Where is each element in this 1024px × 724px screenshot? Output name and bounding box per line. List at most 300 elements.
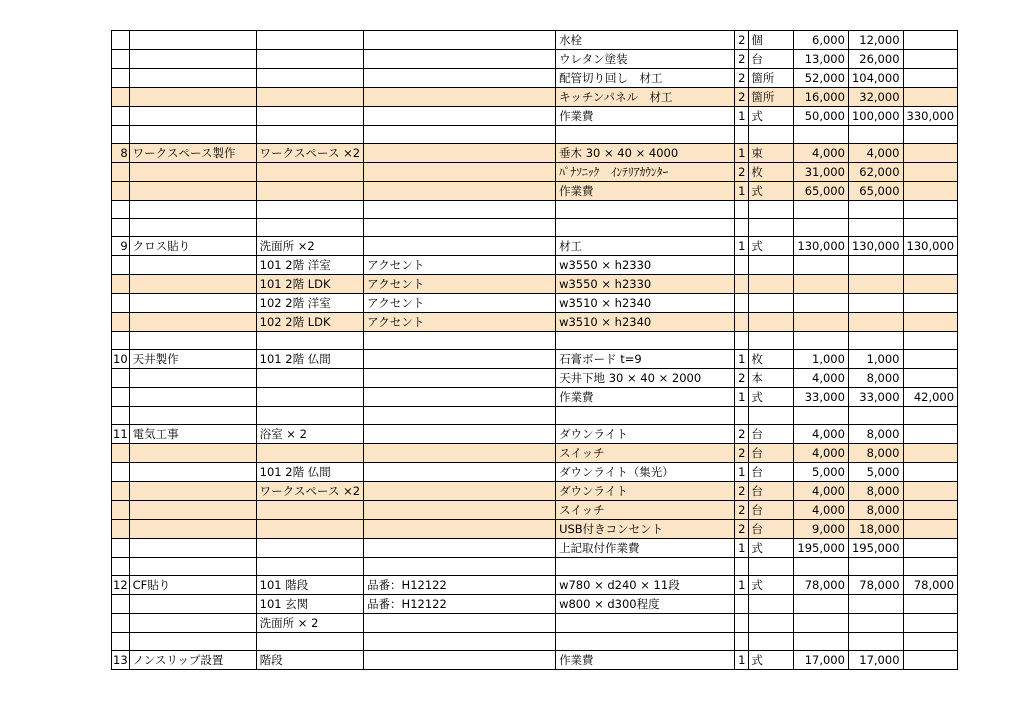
- quantity-cell: 2: [735, 88, 749, 107]
- table-row: [112, 350, 958, 369]
- work-category-cell: [129, 482, 256, 501]
- amount-cell: [848, 595, 903, 614]
- item-description-cell: 垂木 30 × 40 × 4000: [556, 144, 735, 163]
- amount-cell: [848, 633, 903, 651]
- item-number-cell: [112, 501, 130, 520]
- amount-cell: 130,000: [848, 237, 903, 256]
- location-cell: [256, 201, 363, 219]
- subtotal-cell: [903, 163, 958, 182]
- item-description-cell: w3550 × h2330: [556, 256, 735, 275]
- item-number-cell: [112, 482, 130, 501]
- unit-price-cell: 4,000: [794, 444, 849, 463]
- unit-cell: [749, 332, 794, 350]
- item-description-cell: ダウンライト: [556, 482, 735, 501]
- work-category-cell: [129, 539, 256, 558]
- subtotal-cell: [903, 407, 958, 425]
- unit-price-cell: [794, 614, 849, 633]
- subtotal-cell: [903, 88, 958, 107]
- note-cell: 品番：H12122: [364, 576, 556, 595]
- location-cell: [256, 388, 363, 407]
- amount-cell: [848, 332, 903, 350]
- work-category-cell: [129, 294, 256, 313]
- subtotal-cell: [903, 463, 958, 482]
- unit-cell: 箇所: [749, 69, 794, 88]
- amount-cell: 78,000: [848, 576, 903, 595]
- amount-cell: 5,000: [848, 463, 903, 482]
- location-cell: [256, 501, 363, 520]
- item-description-cell: ウレタン塗装: [556, 50, 735, 69]
- note-cell: [364, 558, 556, 576]
- table-row: [112, 163, 958, 182]
- unit-price-cell: [794, 407, 849, 425]
- quantity-cell: 2: [735, 425, 749, 444]
- table-row: [112, 219, 958, 237]
- table-row: [112, 576, 958, 595]
- item-description-cell: w800 × d300程度: [556, 595, 735, 614]
- work-category-cell: [129, 163, 256, 182]
- subtotal-cell: [903, 69, 958, 88]
- unit-cell: 台: [749, 482, 794, 501]
- item-number-cell: [112, 463, 130, 482]
- item-number-cell: 12: [112, 576, 130, 595]
- location-cell: 102 2階 洋室: [256, 294, 363, 313]
- location-cell: [256, 88, 363, 107]
- note-cell: [364, 651, 556, 670]
- item-description-cell: 作業費: [556, 388, 735, 407]
- note-cell: [364, 463, 556, 482]
- work-category-cell: [129, 614, 256, 633]
- item-description-cell: ダウンライト: [556, 425, 735, 444]
- location-cell: [256, 163, 363, 182]
- note-cell: [364, 388, 556, 407]
- unit-price-cell: 4,000: [794, 501, 849, 520]
- amount-cell: 26,000: [848, 50, 903, 69]
- location-cell: [256, 107, 363, 126]
- amount-cell: [848, 275, 903, 294]
- location-cell: [256, 444, 363, 463]
- unit-cell: 台: [749, 520, 794, 539]
- item-number-cell: [112, 313, 130, 332]
- note-cell: [364, 350, 556, 369]
- location-cell: [256, 369, 363, 388]
- work-category-cell: [129, 388, 256, 407]
- amount-cell: 8,000: [848, 444, 903, 463]
- amount-cell: 1,000: [848, 350, 903, 369]
- subtotal-cell: 330,000: [903, 107, 958, 126]
- item-description-cell: 石膏ボード t=9: [556, 350, 735, 369]
- location-cell: ワークスペース ×2: [256, 144, 363, 163]
- amount-cell: 65,000: [848, 182, 903, 201]
- note-cell: [364, 369, 556, 388]
- item-description-cell: w3510 × h2340: [556, 294, 735, 313]
- work-category-cell: [129, 50, 256, 69]
- unit-price-cell: 65,000: [794, 182, 849, 201]
- location-cell: 102 2階 LDK: [256, 313, 363, 332]
- unit-price-cell: 4,000: [794, 369, 849, 388]
- subtotal-cell: [903, 369, 958, 388]
- item-description-cell: [556, 614, 735, 633]
- item-number-cell: [112, 69, 130, 88]
- table-row: [112, 144, 958, 163]
- quantity-cell: [735, 201, 749, 219]
- work-category-cell: [129, 219, 256, 237]
- location-cell: ワークスペース ×2: [256, 482, 363, 501]
- unit-cell: [749, 294, 794, 313]
- unit-cell: [749, 595, 794, 614]
- quantity-cell: [735, 256, 749, 275]
- location-cell: [256, 633, 363, 651]
- work-category-cell: [129, 313, 256, 332]
- unit-cell: 枚: [749, 350, 794, 369]
- note-cell: アクセント: [364, 294, 556, 313]
- location-cell: 101 2階 仏間: [256, 350, 363, 369]
- unit-price-cell: [794, 256, 849, 275]
- unit-cell: [749, 126, 794, 144]
- item-number-cell: [112, 558, 130, 576]
- unit-cell: [749, 558, 794, 576]
- quantity-cell: [735, 633, 749, 651]
- amount-cell: 33,000: [848, 388, 903, 407]
- item-description-cell: ﾊﾟﾅｿﾆｯｸ ｲﾝﾃﾘｱｶｳﾝﾀｰ: [556, 163, 735, 182]
- location-cell: [256, 558, 363, 576]
- item-number-cell: [112, 107, 130, 126]
- subtotal-cell: 78,000: [903, 576, 958, 595]
- table-row: [112, 31, 958, 50]
- unit-cell: 式: [749, 182, 794, 201]
- note-cell: [364, 31, 556, 50]
- item-description-cell: 水栓: [556, 31, 735, 50]
- subtotal-cell: [903, 182, 958, 201]
- table-row: [112, 388, 958, 407]
- work-category-cell: [129, 520, 256, 539]
- unit-cell: 式: [749, 651, 794, 670]
- note-cell: [364, 88, 556, 107]
- amount-cell: 17,000: [848, 651, 903, 670]
- subtotal-cell: [903, 313, 958, 332]
- quantity-cell: 2: [735, 163, 749, 182]
- note-cell: [364, 107, 556, 126]
- table-row: [112, 369, 958, 388]
- location-cell: 101 玄関: [256, 595, 363, 614]
- unit-cell: [749, 313, 794, 332]
- amount-cell: 8,000: [848, 425, 903, 444]
- unit-price-cell: [794, 332, 849, 350]
- note-cell: [364, 69, 556, 88]
- item-number-cell: [112, 126, 130, 144]
- quantity-cell: 1: [735, 107, 749, 126]
- item-number-cell: [112, 275, 130, 294]
- table-row: [112, 444, 958, 463]
- location-cell: 101 2階 仏間: [256, 463, 363, 482]
- location-cell: [256, 219, 363, 237]
- unit-price-cell: [794, 126, 849, 144]
- item-description-cell: スイッチ: [556, 444, 735, 463]
- subtotal-cell: [903, 633, 958, 651]
- unit-cell: 式: [749, 576, 794, 595]
- note-cell: [364, 425, 556, 444]
- table-row: [112, 256, 958, 275]
- item-number-cell: 13: [112, 651, 130, 670]
- work-category-cell: [129, 256, 256, 275]
- work-category-cell: [129, 463, 256, 482]
- work-category-cell: CF貼り: [129, 576, 256, 595]
- unit-price-cell: [794, 275, 849, 294]
- work-category-cell: [129, 69, 256, 88]
- item-number-cell: [112, 256, 130, 275]
- item-number-cell: [112, 219, 130, 237]
- location-cell: [256, 332, 363, 350]
- location-cell: 洗面所 × 2: [256, 614, 363, 633]
- quantity-cell: 2: [735, 444, 749, 463]
- location-cell: [256, 50, 363, 69]
- quantity-cell: 2: [735, 69, 749, 88]
- item-description-cell: 材工: [556, 237, 735, 256]
- unit-cell: 箇所: [749, 88, 794, 107]
- item-number-cell: 11: [112, 425, 130, 444]
- unit-cell: 枚: [749, 163, 794, 182]
- item-number-cell: [112, 50, 130, 69]
- unit-price-cell: [794, 294, 849, 313]
- quantity-cell: 2: [735, 31, 749, 50]
- quantity-cell: 1: [735, 651, 749, 670]
- subtotal-cell: [903, 520, 958, 539]
- quantity-cell: 1: [735, 182, 749, 201]
- amount-cell: [848, 313, 903, 332]
- table-row: [112, 332, 958, 350]
- table-row: [112, 69, 958, 88]
- quantity-cell: 1: [735, 144, 749, 163]
- unit-price-cell: [794, 219, 849, 237]
- item-number-cell: [112, 88, 130, 107]
- table-row: [112, 425, 958, 444]
- work-category-cell: [129, 407, 256, 425]
- item-description-cell: [556, 219, 735, 237]
- note-cell: アクセント: [364, 275, 556, 294]
- work-category-cell: [129, 369, 256, 388]
- quantity-cell: 2: [735, 501, 749, 520]
- item-number-cell: [112, 539, 130, 558]
- subtotal-cell: [903, 558, 958, 576]
- quantity-cell: 1: [735, 539, 749, 558]
- item-description-cell: w780 × d240 × 11段: [556, 576, 735, 595]
- work-category-cell: [129, 444, 256, 463]
- quantity-cell: [735, 407, 749, 425]
- note-cell: [364, 126, 556, 144]
- note-cell: [364, 482, 556, 501]
- quantity-cell: [735, 595, 749, 614]
- note-cell: [364, 219, 556, 237]
- note-cell: [364, 332, 556, 350]
- unit-price-cell: 17,000: [794, 651, 849, 670]
- amount-cell: [848, 201, 903, 219]
- table-row: [112, 595, 958, 614]
- item-description-cell: w3510 × h2340: [556, 313, 735, 332]
- amount-cell: 8,000: [848, 369, 903, 388]
- note-cell: [364, 407, 556, 425]
- work-category-cell: ノンスリップ設置: [129, 651, 256, 670]
- quantity-cell: 1: [735, 350, 749, 369]
- item-description-cell: 作業費: [556, 651, 735, 670]
- unit-price-cell: 33,000: [794, 388, 849, 407]
- unit-price-cell: [794, 633, 849, 651]
- table-row: [112, 294, 958, 313]
- unit-cell: 束: [749, 144, 794, 163]
- amount-cell: 62,000: [848, 163, 903, 182]
- item-number-cell: [112, 332, 130, 350]
- amount-cell: [848, 219, 903, 237]
- work-category-cell: [129, 126, 256, 144]
- unit-cell: [749, 275, 794, 294]
- note-cell: [364, 520, 556, 539]
- location-cell: [256, 407, 363, 425]
- unit-price-cell: 52,000: [794, 69, 849, 88]
- item-number-cell: [112, 31, 130, 50]
- item-number-cell: [112, 294, 130, 313]
- subtotal-cell: [903, 126, 958, 144]
- item-number-cell: [112, 388, 130, 407]
- note-cell: [364, 201, 556, 219]
- note-cell: [364, 633, 556, 651]
- unit-cell: 式: [749, 539, 794, 558]
- unit-price-cell: [794, 595, 849, 614]
- subtotal-cell: 42,000: [903, 388, 958, 407]
- quantity-cell: [735, 275, 749, 294]
- item-number-cell: 10: [112, 350, 130, 369]
- unit-cell: 台: [749, 463, 794, 482]
- quantity-cell: 2: [735, 520, 749, 539]
- subtotal-cell: [903, 350, 958, 369]
- quantity-cell: 2: [735, 482, 749, 501]
- note-cell: [364, 539, 556, 558]
- unit-price-cell: 50,000: [794, 107, 849, 126]
- quantity-cell: [735, 219, 749, 237]
- note-cell: [364, 501, 556, 520]
- amount-cell: 100,000: [848, 107, 903, 126]
- unit-cell: 式: [749, 237, 794, 256]
- work-category-cell: [129, 558, 256, 576]
- note-cell: アクセント: [364, 256, 556, 275]
- unit-price-cell: 16,000: [794, 88, 849, 107]
- item-number-cell: 9: [112, 237, 130, 256]
- item-number-cell: [112, 407, 130, 425]
- work-category-cell: [129, 31, 256, 50]
- item-description-cell: 作業費: [556, 107, 735, 126]
- item-description-cell: [556, 126, 735, 144]
- item-description-cell: w3550 × h2330: [556, 275, 735, 294]
- work-category-cell: ワークスペース製作: [129, 144, 256, 163]
- table-row: [112, 182, 958, 201]
- unit-price-cell: 13,000: [794, 50, 849, 69]
- subtotal-cell: [903, 444, 958, 463]
- item-description-cell: 作業費: [556, 182, 735, 201]
- subtotal-cell: [903, 50, 958, 69]
- amount-cell: 32,000: [848, 88, 903, 107]
- table-row: [112, 520, 958, 539]
- location-cell: 浴室 × 2: [256, 425, 363, 444]
- table-row: [112, 539, 958, 558]
- unit-price-cell: [794, 313, 849, 332]
- amount-cell: [848, 294, 903, 313]
- amount-cell: 104,000: [848, 69, 903, 88]
- table-row: [112, 614, 958, 633]
- subtotal-cell: [903, 595, 958, 614]
- location-cell: 101 2階 LDK: [256, 275, 363, 294]
- subtotal-cell: [903, 539, 958, 558]
- location-cell: [256, 31, 363, 50]
- unit-price-cell: 4,000: [794, 144, 849, 163]
- item-number-cell: 8: [112, 144, 130, 163]
- table-row: [112, 651, 958, 670]
- item-number-cell: [112, 633, 130, 651]
- amount-cell: 12,000: [848, 31, 903, 50]
- location-cell: [256, 69, 363, 88]
- item-number-cell: [112, 369, 130, 388]
- subtotal-cell: [903, 332, 958, 350]
- unit-cell: [749, 256, 794, 275]
- item-description-cell: スイッチ: [556, 501, 735, 520]
- unit-price-cell: 130,000: [794, 237, 849, 256]
- note-cell: [364, 237, 556, 256]
- work-category-cell: [129, 201, 256, 219]
- table-row: [112, 501, 958, 520]
- subtotal-cell: [903, 201, 958, 219]
- work-category-cell: [129, 633, 256, 651]
- item-description-cell: USB付きコンセント: [556, 520, 735, 539]
- note-cell: [364, 144, 556, 163]
- unit-price-cell: 6,000: [794, 31, 849, 50]
- unit-price-cell: 31,000: [794, 163, 849, 182]
- quantity-cell: 1: [735, 576, 749, 595]
- table-row: [112, 201, 958, 219]
- location-cell: 洗面所 ×2: [256, 237, 363, 256]
- unit-cell: 台: [749, 501, 794, 520]
- note-cell: アクセント: [364, 313, 556, 332]
- amount-cell: 4,000: [848, 144, 903, 163]
- subtotal-cell: [903, 614, 958, 633]
- item-description-cell: ダウンライト（集光）: [556, 463, 735, 482]
- unit-cell: 式: [749, 388, 794, 407]
- table-row: [112, 558, 958, 576]
- location-cell: [256, 126, 363, 144]
- quantity-cell: [735, 294, 749, 313]
- work-category-cell: 天井製作: [129, 350, 256, 369]
- work-category-cell: 電気工事: [129, 425, 256, 444]
- quantity-cell: 2: [735, 369, 749, 388]
- item-description-cell: [556, 633, 735, 651]
- subtotal-cell: [903, 219, 958, 237]
- amount-cell: [848, 256, 903, 275]
- location-cell: [256, 182, 363, 201]
- note-cell: [364, 614, 556, 633]
- amount-cell: 8,000: [848, 501, 903, 520]
- item-description-cell: [556, 332, 735, 350]
- item-number-cell: [112, 182, 130, 201]
- work-category-cell: [129, 88, 256, 107]
- unit-price-cell: [794, 558, 849, 576]
- item-description-cell: キッチンパネル 材工: [556, 88, 735, 107]
- unit-cell: [749, 614, 794, 633]
- subtotal-cell: [903, 501, 958, 520]
- amount-cell: [848, 126, 903, 144]
- subtotal-cell: [903, 294, 958, 313]
- item-number-cell: [112, 595, 130, 614]
- note-cell: [364, 182, 556, 201]
- note-cell: [364, 163, 556, 182]
- table-row: [112, 50, 958, 69]
- table-row: [112, 275, 958, 294]
- unit-cell: [749, 201, 794, 219]
- work-category-cell: [129, 595, 256, 614]
